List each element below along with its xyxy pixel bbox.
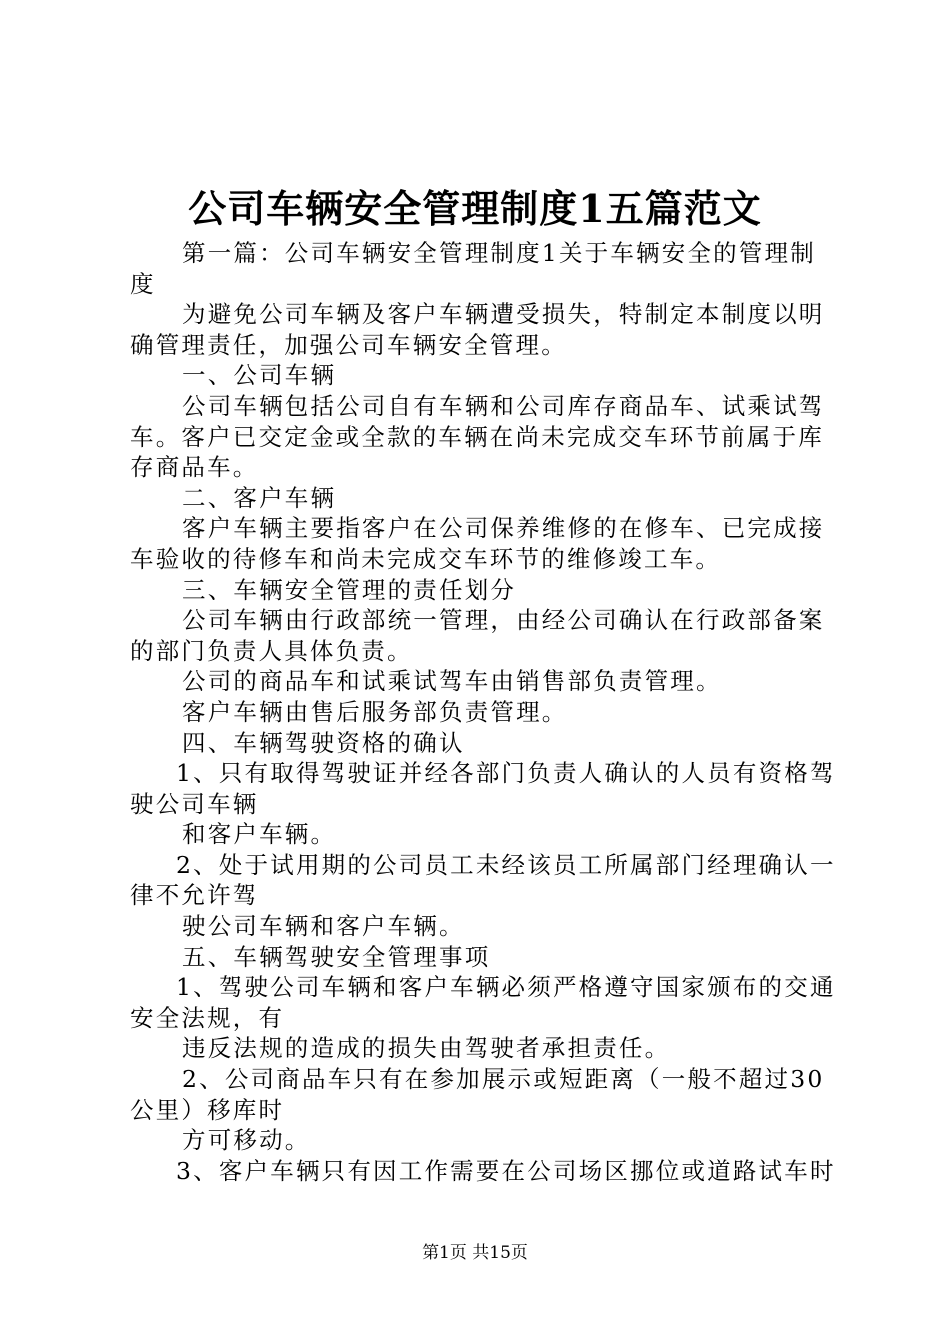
paragraph-line: 度 <box>130 269 156 298</box>
paragraph-line: 1、只有取得驾驶证并经各部门负责人确认的人员有资格驾 <box>176 759 836 788</box>
paragraph-line: 安全法规，有 <box>130 1003 285 1032</box>
paragraph-line: 一、公司车辆 <box>182 361 337 390</box>
paragraph-line: 2、处于试用期的公司员工未经该员工所属部门经理确认一 <box>176 850 836 879</box>
document-body <box>130 238 836 1186</box>
paragraph-line: 五、车辆驾驶安全管理事项 <box>182 942 491 971</box>
paragraph-line: 存商品车。 <box>130 453 259 482</box>
document-title: 公司车辆安全管理制度1五篇范文 <box>188 186 762 231</box>
paragraph-line: 2、公司商品车只有在参加展示或短距离（一般不超过30 <box>182 1065 825 1094</box>
paragraph-line: 公司车辆包括公司自有车辆和公司库存商品车、试乘试驾 <box>182 391 825 420</box>
paragraph-line: 3、客户车辆只有因工作需要在公司场区挪位或道路试车时 <box>176 1156 836 1185</box>
paragraph-line: 律不允许驾 <box>130 881 259 910</box>
paragraph-line: 公司的商品车和试乘试驾车由销售部负责管理。 <box>182 667 722 696</box>
paragraph-line: 二、客户车辆 <box>182 483 337 512</box>
paragraph-line: 确管理责任，加强公司车辆安全管理。 <box>130 330 567 359</box>
paragraph-line: 驶公司车辆 <box>130 789 259 818</box>
paragraph-line: 客户车辆由售后服务部负责管理。 <box>182 697 568 726</box>
paragraph-line: 四、车辆驾驶资格的确认 <box>182 728 465 757</box>
paragraph-line: 为避免公司车辆及客户车辆遭受损失，特制定本制度以明 <box>182 300 825 329</box>
paragraph-line: 方可移动。 <box>182 1126 311 1155</box>
paragraph-line: 车。客户已交定金或全款的车辆在尚未完成交车环节前属于库 <box>130 422 824 451</box>
paragraph-line: 违反法规的造成的损失由驾驶者承担责任。 <box>182 1034 671 1063</box>
paragraph-line: 客户车辆主要指客户在公司保养维修的在修车、已完成接 <box>182 514 825 543</box>
paragraph-line: 第一篇：公司车辆安全管理制度1关于车辆安全的管理制 <box>182 239 816 267</box>
paragraph-line: 和客户车辆。 <box>182 820 337 849</box>
paragraph-line: 三、车辆安全管理的责任划分 <box>182 575 517 604</box>
paragraph-line: 的部门负责人具体负责。 <box>130 636 413 665</box>
page-footer: 第1页 共15页 <box>422 1243 528 1263</box>
paragraph-line: 1、驾驶公司车辆和客户车辆必须严格遵守国家颁布的交通 <box>176 973 836 1002</box>
paragraph-line: 车验收的待修车和尚未完成交车环节的维修竣工车。 <box>130 544 722 573</box>
paragraph-line: 公里）移库时 <box>130 1095 285 1124</box>
paragraph-line: 驶公司车辆和客户车辆。 <box>182 912 465 941</box>
paragraph-line: 公司车辆由行政部统一管理，由经公司确认在行政部备案 <box>182 606 825 635</box>
